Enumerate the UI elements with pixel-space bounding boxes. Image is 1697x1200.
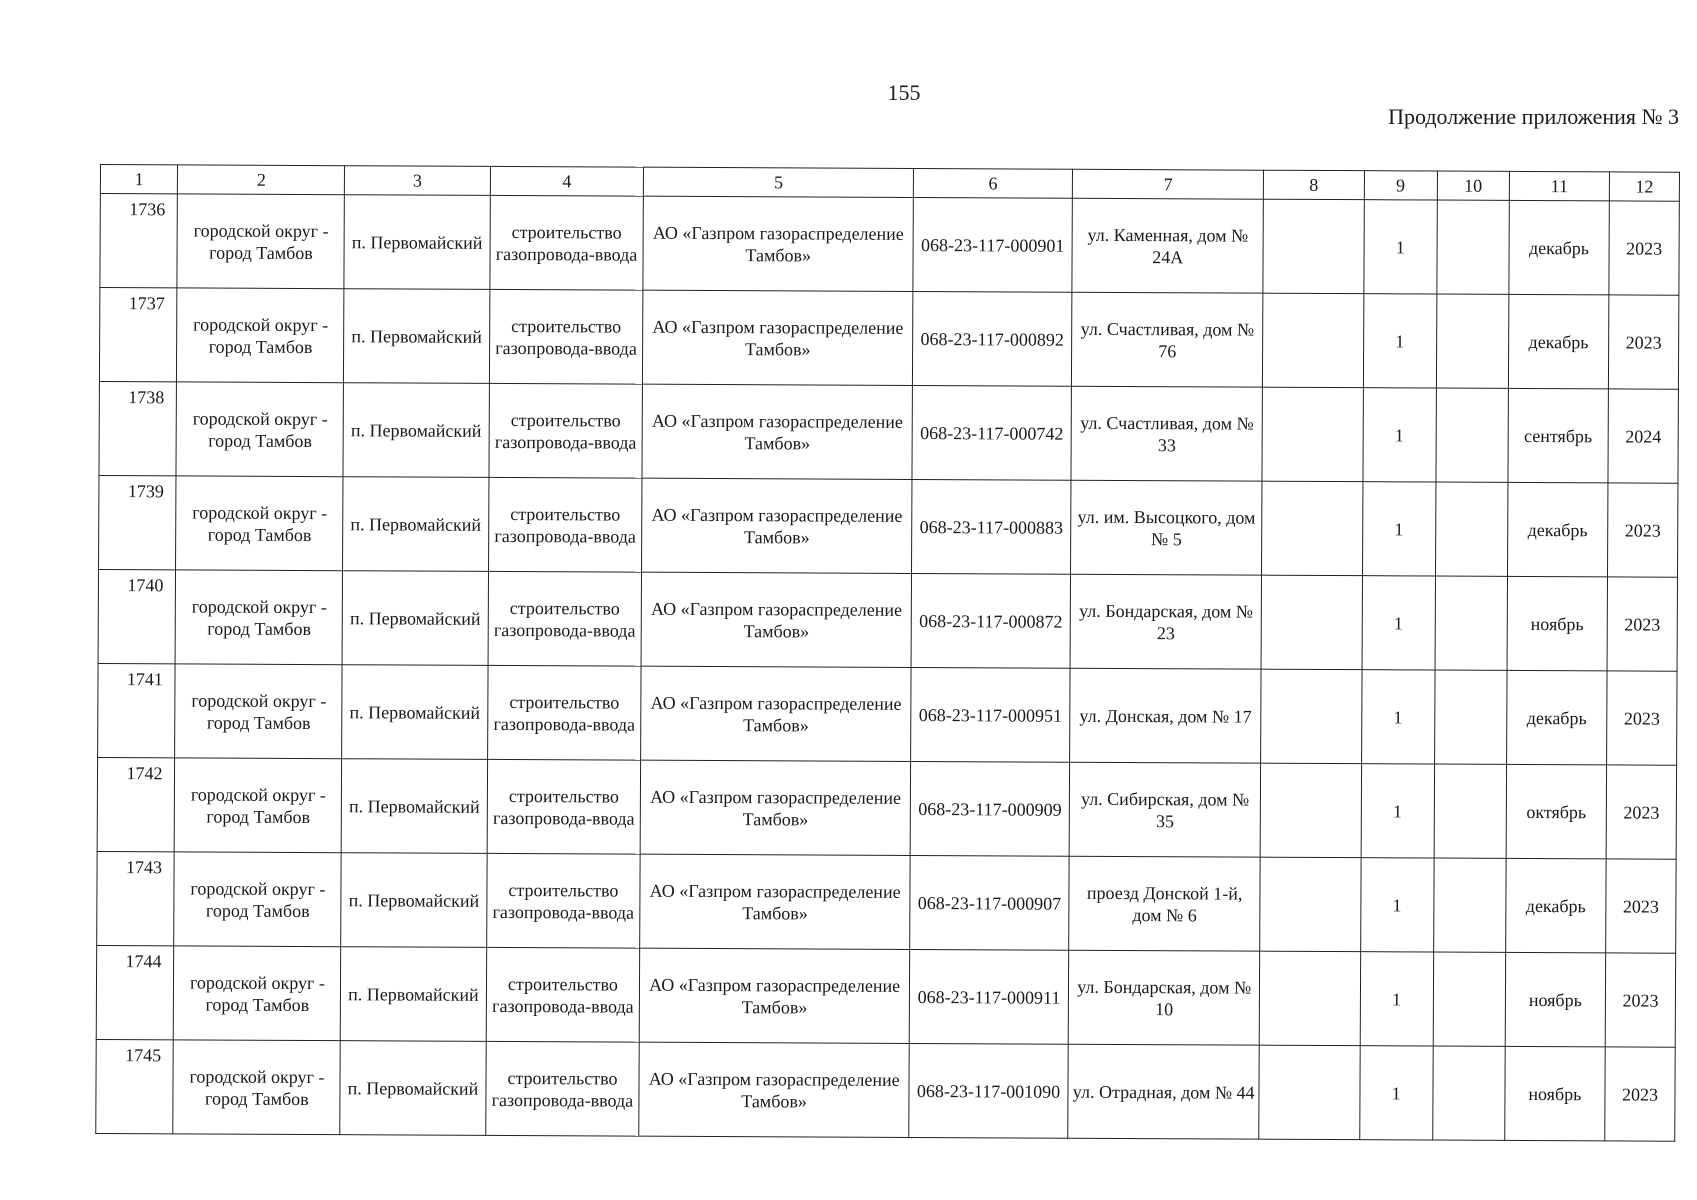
locality-cell: п. Первомайский xyxy=(342,759,488,854)
district-cell: городской округ - город Тамбов xyxy=(174,852,341,947)
column-header-11: 11 xyxy=(1509,171,1610,200)
year-cell: 2023 xyxy=(1609,201,1679,295)
quantity-cell: 1 xyxy=(1359,1046,1433,1140)
row-number-cell: 1742 xyxy=(97,757,175,851)
registry-code-cell: 068-23-117-001090 xyxy=(909,1043,1069,1138)
quantity-cell: 1 xyxy=(1360,858,1434,952)
locality-cell: п. Первомайский xyxy=(340,1041,486,1136)
district-cell: городской округ - город Тамбов xyxy=(177,288,344,383)
row-number-cell: 1737 xyxy=(99,288,177,382)
row-number-cell: 1738 xyxy=(99,381,177,475)
table-row xyxy=(98,663,1677,765)
year-cell: 2023 xyxy=(1606,859,1676,953)
address-cell: ул. Сибирская, дом № 35 xyxy=(1069,762,1260,857)
column-header-8: 8 xyxy=(1264,170,1365,199)
address-cell: ул. Отрадная, дом № 44 xyxy=(1068,1044,1259,1139)
address-cell: ул. Донская, дом № 17 xyxy=(1070,668,1261,763)
address-cell: ул. Бондарская, дом № 23 xyxy=(1070,574,1261,669)
column-10-cell xyxy=(1435,576,1507,670)
column-8-cell xyxy=(1263,293,1364,387)
column-10-cell xyxy=(1437,200,1509,294)
organization-cell: АО «Газпром газораспределение Тамбов» xyxy=(642,384,912,479)
registry-code-cell: 068-23-117-000909 xyxy=(910,761,1070,856)
quantity-cell: 1 xyxy=(1361,670,1435,764)
column-10-cell xyxy=(1433,952,1505,1046)
registry-code-cell: 068-23-117-000742 xyxy=(912,385,1072,480)
district-cell: городской округ - город Тамбов xyxy=(173,1040,340,1135)
district-cell: городской округ - город Тамбов xyxy=(175,664,342,759)
address-cell: проезд Донской 1-й, дом № 6 xyxy=(1069,856,1260,951)
column-8-cell xyxy=(1260,763,1361,857)
work-type-cell: строительство газопровода-ввода xyxy=(487,759,641,854)
quantity-cell: 1 xyxy=(1360,952,1434,1046)
column-10-cell xyxy=(1436,388,1508,482)
column-header-1: 1 xyxy=(100,165,178,194)
table-row xyxy=(97,757,1676,859)
column-header-12: 12 xyxy=(1609,172,1679,201)
registry-code-cell: 068-23-117-000872 xyxy=(911,573,1071,668)
row-number-cell: 1741 xyxy=(98,663,176,757)
month-cell: сентябрь xyxy=(1508,388,1609,482)
table-row xyxy=(99,475,1678,577)
organization-cell: АО «Газпром газораспределение Тамбов» xyxy=(640,854,910,949)
table-row xyxy=(99,288,1678,390)
month-cell: декабрь xyxy=(1507,482,1608,576)
work-type-cell: строительство газопровода-ввода xyxy=(486,947,640,1042)
month-cell: декабрь xyxy=(1509,200,1610,294)
table-row xyxy=(96,945,1675,1047)
table-row xyxy=(96,1039,1675,1141)
year-cell: 2023 xyxy=(1605,1047,1675,1141)
organization-cell: АО «Газпром газораспределение Тамбов» xyxy=(641,572,911,667)
registry-code-cell: 068-23-117-000883 xyxy=(911,479,1071,574)
column-10-cell xyxy=(1432,1046,1504,1140)
column-8-cell xyxy=(1260,857,1361,951)
registry-code-cell: 068-23-117-000907 xyxy=(910,855,1070,950)
locality-cell: п. Первомайский xyxy=(343,383,489,478)
column-10-cell xyxy=(1436,294,1508,388)
year-cell: 2023 xyxy=(1606,765,1676,859)
row-number-cell: 1739 xyxy=(99,475,177,569)
month-cell: декабрь xyxy=(1508,294,1609,388)
table-row xyxy=(100,194,1679,296)
district-cell: городской округ - город Тамбов xyxy=(177,194,344,289)
organization-cell: АО «Газпром газораспределение Тамбов» xyxy=(640,948,910,1043)
month-cell: ноябрь xyxy=(1507,576,1608,670)
page-number: 155 xyxy=(887,80,921,105)
row-number-cell: 1744 xyxy=(96,945,174,1039)
month-cell: декабрь xyxy=(1505,858,1606,952)
year-cell: 2024 xyxy=(1608,389,1678,483)
column-10-cell xyxy=(1434,670,1506,764)
year-cell: 2023 xyxy=(1609,295,1679,389)
work-type-cell: строительство газопровода-ввода xyxy=(488,477,642,572)
column-8-cell xyxy=(1259,951,1360,1045)
column-10-cell xyxy=(1434,764,1506,858)
address-cell: ул. Каменная, дом № 24А xyxy=(1072,198,1263,293)
year-cell: 2023 xyxy=(1607,577,1677,671)
year-cell: 2023 xyxy=(1605,953,1675,1047)
table-row xyxy=(97,851,1676,953)
column-header-5: 5 xyxy=(644,167,914,197)
year-cell: 2023 xyxy=(1607,671,1677,765)
column-header-9: 9 xyxy=(1364,171,1437,200)
district-cell: городской округ - город Тамбов xyxy=(176,476,343,571)
quantity-cell: 1 xyxy=(1363,200,1437,294)
row-number-cell: 1740 xyxy=(98,569,176,663)
address-cell: ул. Счастливая, дом № 33 xyxy=(1071,386,1262,481)
organization-cell: АО «Газпром газораспределение Тамбов» xyxy=(643,290,913,385)
address-cell: ул. Бондарская, дом № 10 xyxy=(1068,950,1259,1045)
locality-cell: п. Первомайский xyxy=(344,195,490,290)
registry-table xyxy=(95,164,1680,1142)
column-8-cell xyxy=(1262,481,1363,575)
column-8-cell xyxy=(1261,575,1362,669)
column-header-7: 7 xyxy=(1073,169,1264,199)
column-header-6: 6 xyxy=(913,168,1072,198)
appendix-title: Продолжение приложения № 3 xyxy=(1388,104,1679,129)
quantity-cell: 1 xyxy=(1362,482,1436,576)
district-cell: городской округ - город Тамбов xyxy=(176,382,343,477)
work-type-cell: строительство газопровода-ввода xyxy=(489,289,643,384)
month-cell: декабрь xyxy=(1506,670,1607,764)
column-10-cell xyxy=(1433,858,1505,952)
month-cell: октябрь xyxy=(1506,764,1607,858)
locality-cell: п. Первомайский xyxy=(341,853,487,948)
organization-cell: АО «Газпром газораспределение Тамбов» xyxy=(639,1042,909,1137)
table-body xyxy=(96,194,1680,1142)
row-number-cell: 1736 xyxy=(100,194,178,288)
column-8-cell xyxy=(1262,387,1363,481)
column-10-cell xyxy=(1435,482,1507,576)
work-type-cell: строительство газопровода-ввода xyxy=(487,665,641,760)
table-row xyxy=(98,569,1677,671)
work-type-cell: строительство газопровода-ввода xyxy=(489,195,643,290)
column-header-4: 4 xyxy=(490,166,644,196)
column-header-2: 2 xyxy=(178,165,345,195)
column-8-cell xyxy=(1261,669,1362,763)
locality-cell: п. Первомайский xyxy=(341,947,487,1042)
district-cell: городской округ - город Тамбов xyxy=(176,570,343,665)
quantity-cell: 1 xyxy=(1363,388,1437,482)
registry-code-cell: 068-23-117-000892 xyxy=(912,291,1072,386)
registry-code-cell: 068-23-117-000951 xyxy=(911,667,1071,762)
organization-cell: АО «Газпром газораспределение Тамбов» xyxy=(642,478,912,573)
registry-code-cell: 068-23-117-000901 xyxy=(913,197,1073,292)
work-type-cell: строительство газопровода-ввода xyxy=(489,383,643,478)
work-type-cell: строительство газопровода-ввода xyxy=(488,571,642,666)
locality-cell: п. Первомайский xyxy=(343,477,489,572)
locality-cell: п. Первомайский xyxy=(342,571,488,666)
table-row xyxy=(99,381,1678,483)
registry-code-cell: 068-23-117-000911 xyxy=(909,949,1069,1044)
district-cell: городской округ - город Тамбов xyxy=(174,946,341,1041)
work-type-cell: строительство газопровода-ввода xyxy=(485,1041,639,1136)
column-8-cell xyxy=(1259,1045,1360,1139)
organization-cell: АО «Газпром газораспределение Тамбов» xyxy=(643,196,913,291)
organization-cell: АО «Газпром газораспределение Тамбов» xyxy=(641,760,911,855)
locality-cell: п. Первомайский xyxy=(344,289,490,384)
column-header-10: 10 xyxy=(1437,171,1509,200)
quantity-cell: 1 xyxy=(1362,576,1436,670)
row-number-cell: 1743 xyxy=(97,851,175,945)
quantity-cell: 1 xyxy=(1361,764,1435,858)
work-type-cell: строительство газопровода-ввода xyxy=(486,853,640,948)
address-cell: ул. Счастливая, дом № 76 xyxy=(1072,292,1263,387)
address-cell: ул. им. Высоцкого, дом № 5 xyxy=(1071,480,1262,575)
year-cell: 2023 xyxy=(1608,483,1678,577)
column-header-3: 3 xyxy=(345,166,490,196)
row-number-cell: 1745 xyxy=(96,1039,174,1133)
month-cell: ноябрь xyxy=(1504,1046,1605,1140)
quantity-cell: 1 xyxy=(1363,294,1437,388)
district-cell: городской округ - город Тамбов xyxy=(175,758,342,853)
organization-cell: АО «Газпром газораспределение Тамбов» xyxy=(641,666,911,761)
locality-cell: п. Первомайский xyxy=(342,665,488,760)
month-cell: ноябрь xyxy=(1505,952,1606,1046)
column-8-cell xyxy=(1263,199,1364,293)
